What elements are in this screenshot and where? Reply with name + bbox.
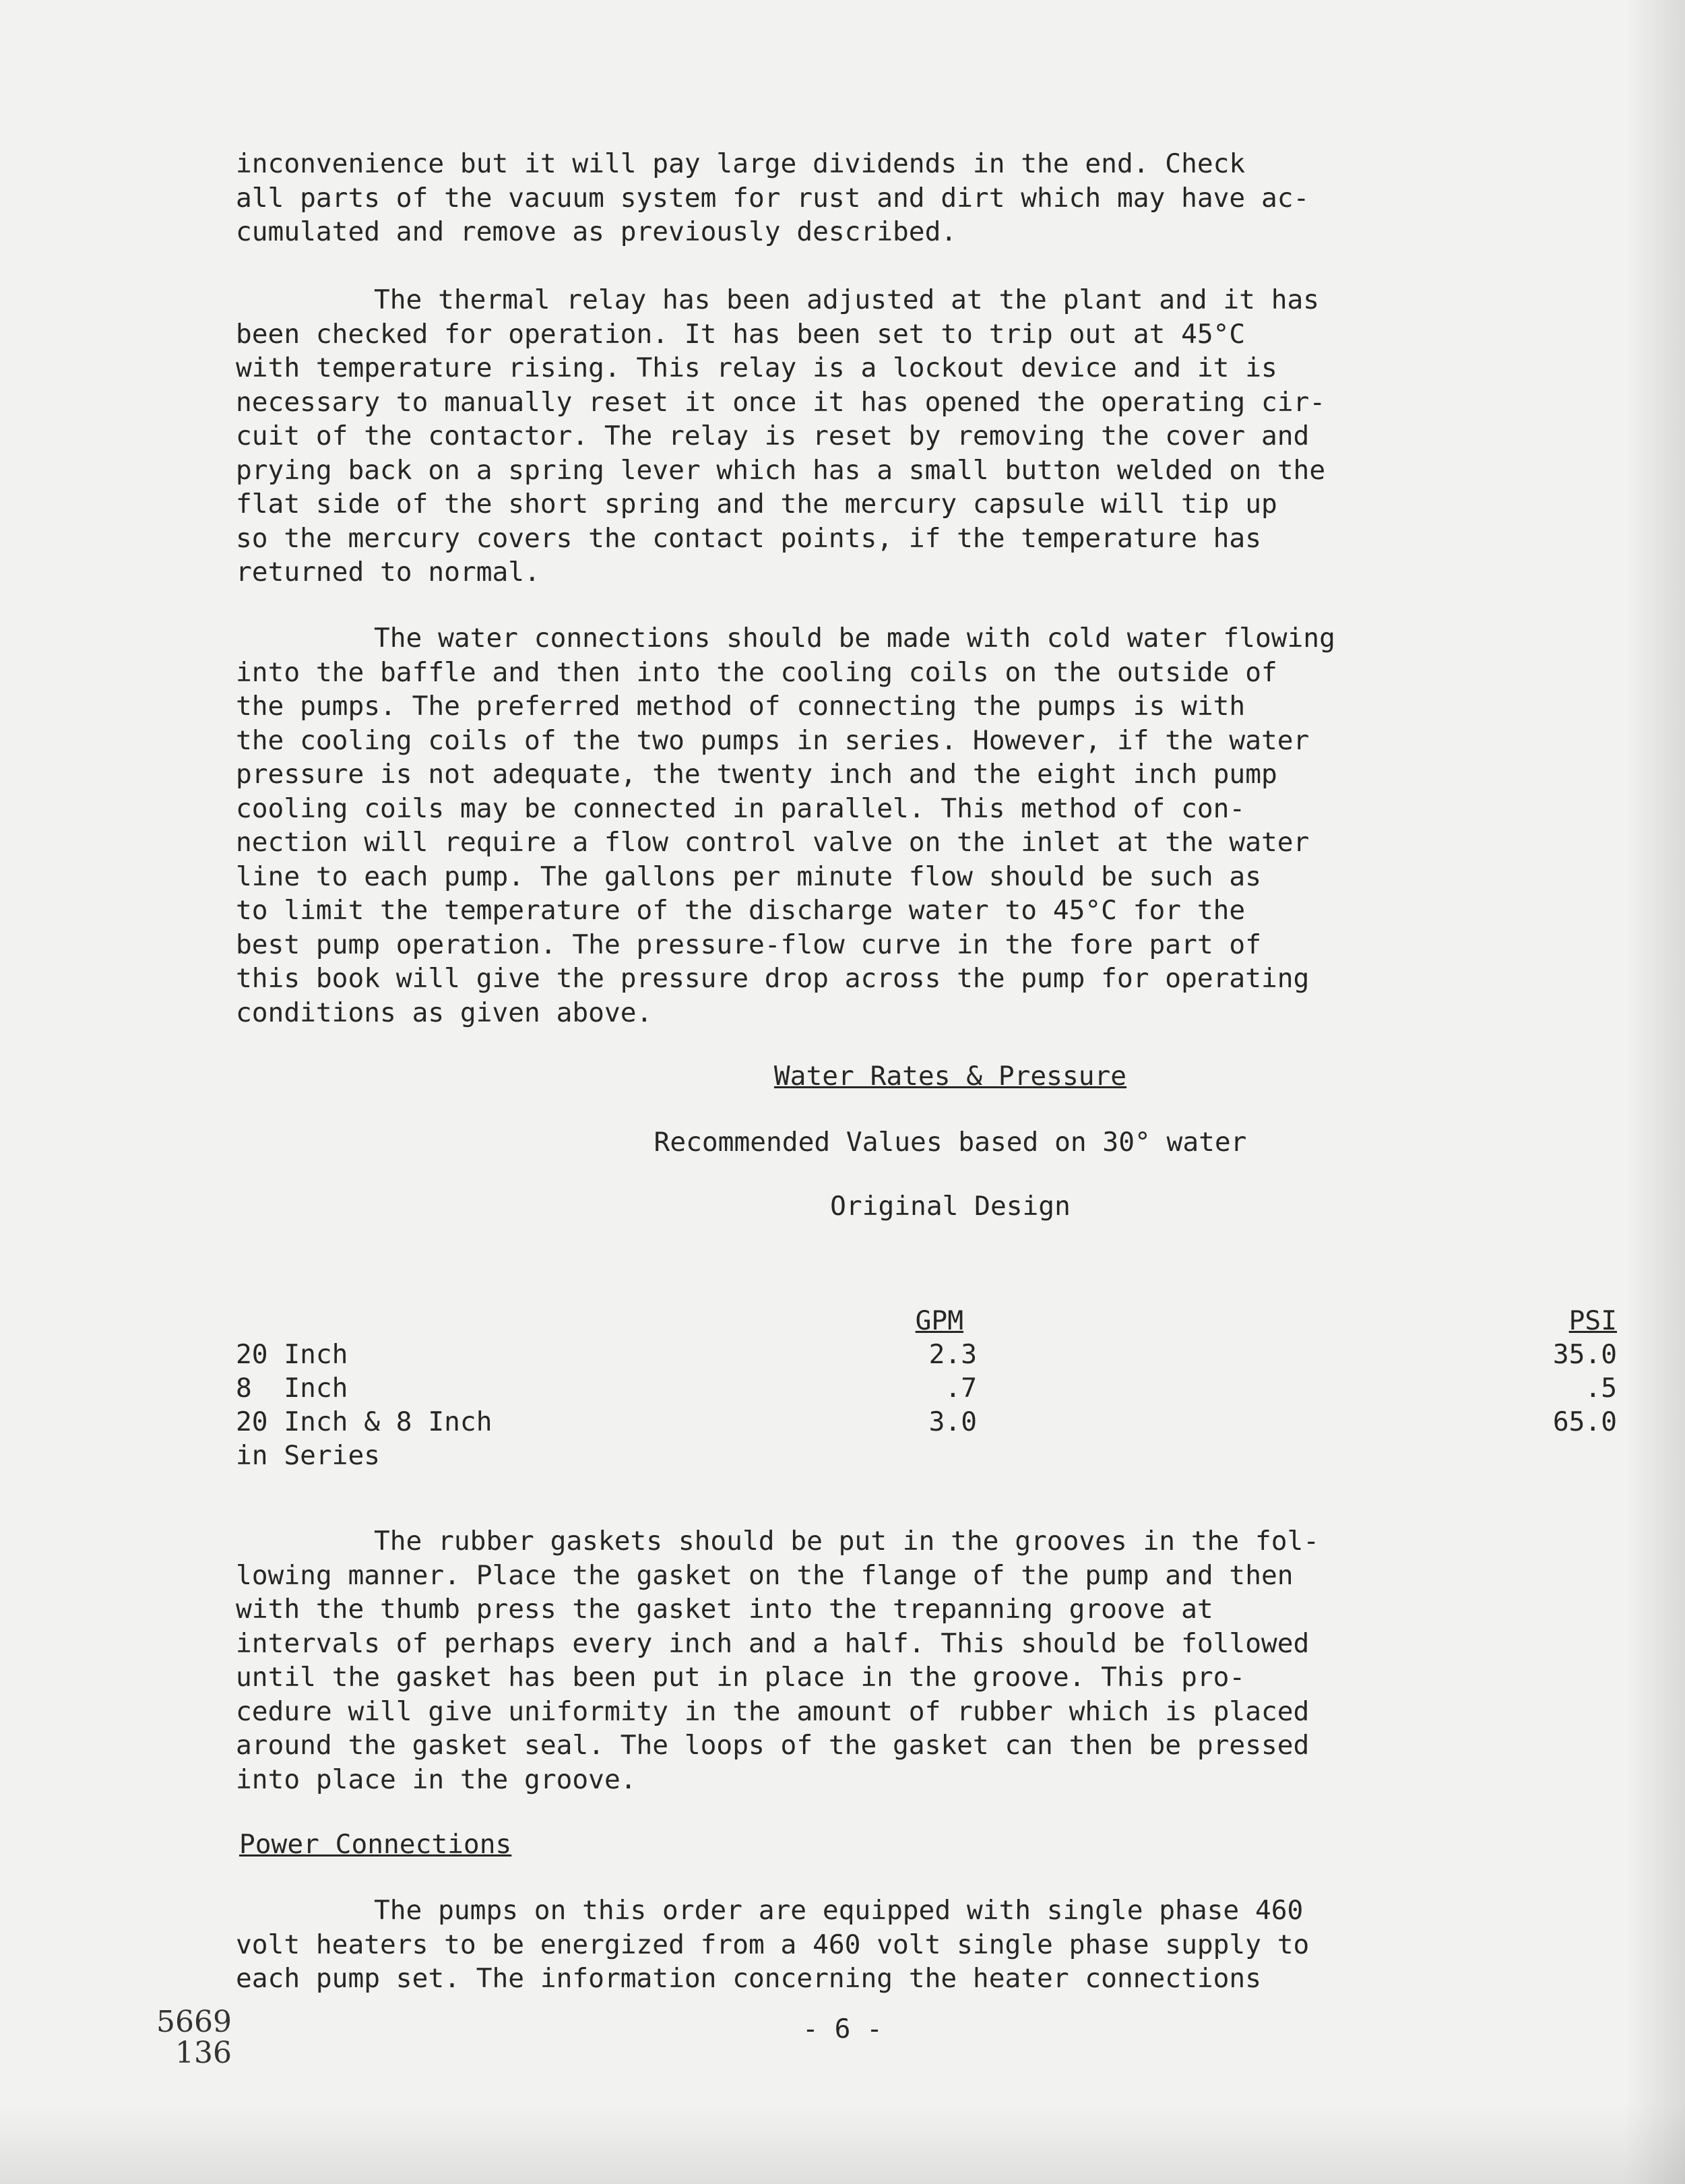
paragraph-water-connections	[236, 621, 1624, 1030]
original-design-line: Original Design	[830, 1191, 1071, 1222]
row-label: 20 Inch	[236, 1339, 348, 1370]
text-line: each pump set. The information concerning the heater connections	[236, 1963, 1261, 1994]
handwritten-note-line: 5669	[156, 2005, 232, 2039]
text-line: into place in the groove.	[236, 1764, 637, 1795]
text-line: The rubber gaskets should be put in the grooves in the fol-	[374, 1526, 1320, 1557]
page-number: - 6 -	[802, 2014, 883, 2045]
text-line: necessary to manually reset it once it has opened the operating cir-	[236, 386, 1326, 418]
row-label: in Series	[236, 1440, 381, 1471]
text-line: conditions as given above.	[236, 997, 653, 1028]
paragraph-rubber-gaskets	[236, 1524, 1624, 1797]
text-line: volt heaters to be energized from a 460 volt single phase supply to	[236, 1929, 1310, 1960]
text-line: The water connections should be made with cold water flowing	[374, 623, 1335, 654]
text-line: with temperature rising. This relay is a lockout device and it is	[236, 352, 1277, 383]
text-line: so the mercury covers the contact points, if the temperature has	[236, 522, 1261, 554]
scan-bottom-shadow	[0, 2103, 1685, 2184]
gpm-value: 2.3	[928, 1339, 977, 1370]
text-line: all parts of the vacuum system for rust and dirt which may have ac-	[236, 182, 1310, 214]
recommended-values-line: Recommended Values based on 30° water	[654, 1127, 1247, 1158]
text-line: nection will require a flow control valve on the inlet at the water	[236, 827, 1310, 858]
text-line: to limit the temperature of the discharge water to 45°C for the	[236, 895, 1246, 926]
handwritten-note-line: 136	[175, 2036, 232, 2070]
text-line: prying back on a spring lever which has a small button welded on the	[236, 454, 1326, 486]
text-line: been checked for operation. It has been set to trip out at 45°C	[236, 318, 1246, 350]
psi-value: .5	[1585, 1373, 1617, 1404]
text-line: around the gasket seal. The loops of the gasket can then be pressed	[236, 1730, 1310, 1761]
text-line: cooling coils may be connected in parallel. This method of con-	[236, 792, 1246, 824]
text-line: The thermal relay has been adjusted at the plant and it has	[374, 284, 1320, 315]
power-connections-heading: Power Connections	[239, 1829, 512, 1860]
text-line: the pumps. The preferred method of connecting the pumps is with	[236, 691, 1246, 722]
text-line: inconvenience but it will pay large dividends in the end. Check	[236, 148, 1246, 179]
psi-value: 65.0	[1552, 1406, 1617, 1437]
gpm-value: .7	[945, 1373, 977, 1404]
text-line: The pumps on this order are equipped with single phase 460	[374, 1895, 1304, 1926]
gpm-value: 3.0	[928, 1406, 977, 1437]
text-line: until the gasket has been put in place in the groove. This pro-	[236, 1662, 1246, 1693]
text-line: cuit of the contactor. The relay is reset by removing the cover and	[236, 420, 1310, 451]
text-line: best pump operation. The pressure-flow curve in the fore part of	[236, 929, 1261, 960]
paragraph-vacuum-system	[236, 147, 1624, 249]
text-line: flat side of the short spring and the mercury capsule will tip up	[236, 489, 1277, 520]
text-line: lowing manner. Place the gasket on the flange of the pump and then	[236, 1559, 1294, 1591]
text-line: pressure is not adequate, the twenty inch and the eight inch pump	[236, 759, 1277, 790]
text-line: into the baffle and then into the cooling coils on the outside of	[236, 656, 1277, 688]
text-line: the cooling coils of the two pumps in series. However, if the water	[236, 724, 1310, 756]
water-rates-heading	[108, 1059, 1685, 1093]
paragraph-thermal-relay	[236, 283, 1624, 590]
row-label: 20 Inch & 8 Inch	[236, 1406, 492, 1437]
water-rates-title: Water Rates & Pressure	[773, 1061, 1127, 1092]
gpm-column-header: GPM	[915, 1305, 963, 1336]
text-line: returned to normal.	[236, 557, 540, 588]
scan-edge-shadow	[1624, 0, 1685, 2184]
psi-value: 35.0	[1552, 1339, 1617, 1370]
text-line: this book will give the pressure drop across the pump for operating	[236, 963, 1310, 994]
text-line: with the thumb press the gasket into the trepanning groove at	[236, 1594, 1213, 1625]
text-line: cumulated and remove as previously described.	[236, 216, 957, 247]
row-label: 8 Inch	[236, 1373, 348, 1404]
text-line: intervals of perhaps every inch and a half. This should be followed	[236, 1627, 1310, 1659]
text-line: cedure will give uniformity in the amount of rubber which is placed	[236, 1695, 1310, 1727]
paragraph-power-connections	[236, 1894, 1624, 1996]
text-line: line to each pump. The gallons per minute flow should be such as	[236, 861, 1261, 892]
psi-column-header: PSI	[1568, 1305, 1617, 1336]
